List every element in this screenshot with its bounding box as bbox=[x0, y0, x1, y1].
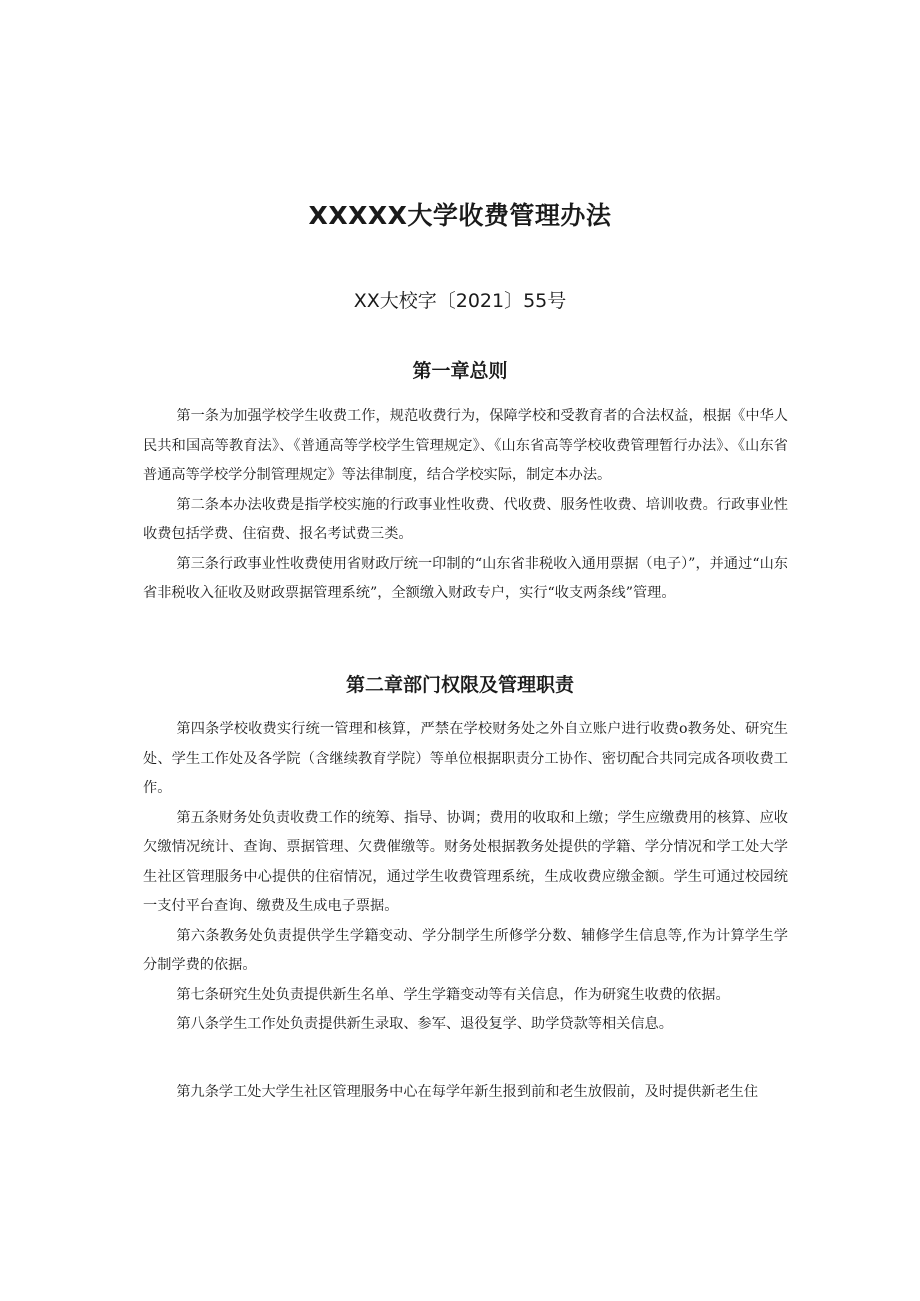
document-number: XX大校字〔2021〕55号 bbox=[353, 290, 567, 312]
chapter-1-body bbox=[143, 402, 788, 609]
article-7: 第七条研究生处负责提供新生名单、学生学籍变动等有关信息，作为研窕生收费的依据。 bbox=[176, 986, 730, 1003]
chapter-2-body bbox=[143, 715, 788, 1040]
trailing-body bbox=[143, 1078, 788, 1108]
article-6: 第六条教务处负责提供学生学籍变动、学分制学生所修学分数、辅修学生信息等,作为计算学生学分制学费的依据。 bbox=[143, 927, 788, 973]
article-5: 第五条财务处负责收费工作的统筹、指导、协调；费用的收取和上缴；学生应缴费用的核算、应收欠缴情况统计、查询、票据管理、欠费催缴等。财务处根据教务处提供的学籍、学分情况和学工处大学生社区管理服务中心提供的住宿情况，通过学生收费管理系统，生成收费应缴金额。学生可通过校园统一支付平台查询、缴费及生成电子票据。 bbox=[143, 809, 788, 914]
document-title: XXXXX大学收费管理办法 bbox=[308, 201, 612, 230]
article-9: 第九条学工处大学生社区管理服务中心在每学年新生报到前和老生放假前，及时提供新老生住 bbox=[176, 1084, 759, 1100]
article-2: 第二条本办法收费是指学校实施的行政事业性收费、代收费、服务性收费、培训收费。行政事业性收费包括学费、住宿费、报名考试费三类。 bbox=[143, 496, 788, 542]
article-1: 第一条为加强学校学生收费工作，规范收费行为，保障学校和受教育者的合法权益，根据《中华人民共和国高等教育法》、《普通高等学校学生管理规定》、《山东省高等学校收费管理暂行办法》、《山东省普通高等学校学分制管理规定》等法律制度，结合学校实际，制定本办法。 bbox=[143, 408, 788, 483]
chapter-2-heading: 第二章部门权限及管理职责 bbox=[345, 674, 574, 696]
article-3: 第三条行政事业性收费使用省财政厅统一印制的“山东省非税收入通用票据（电子）”，并通过“山东省非税收入征收及财政票据管理系统”，全额缴入财政专户，实行“收支两条线”管理。 bbox=[143, 555, 788, 601]
article-4: 第四条学校收费实行统一管理和核算，严禁在学校财务处之外自立账户进行收费o教务处、研究生处、学生工作处及各学院（含继续教育学院）等单位根据职责分工协作、密切配合共同完成各项收费工作。 bbox=[143, 721, 788, 796]
article-8: 第八条学生工作处负责提供新生录取、参军、退役复学、助学贷款等相关信息。 bbox=[176, 1016, 673, 1032]
chapter-1-heading: 第一章总则 bbox=[412, 360, 508, 382]
